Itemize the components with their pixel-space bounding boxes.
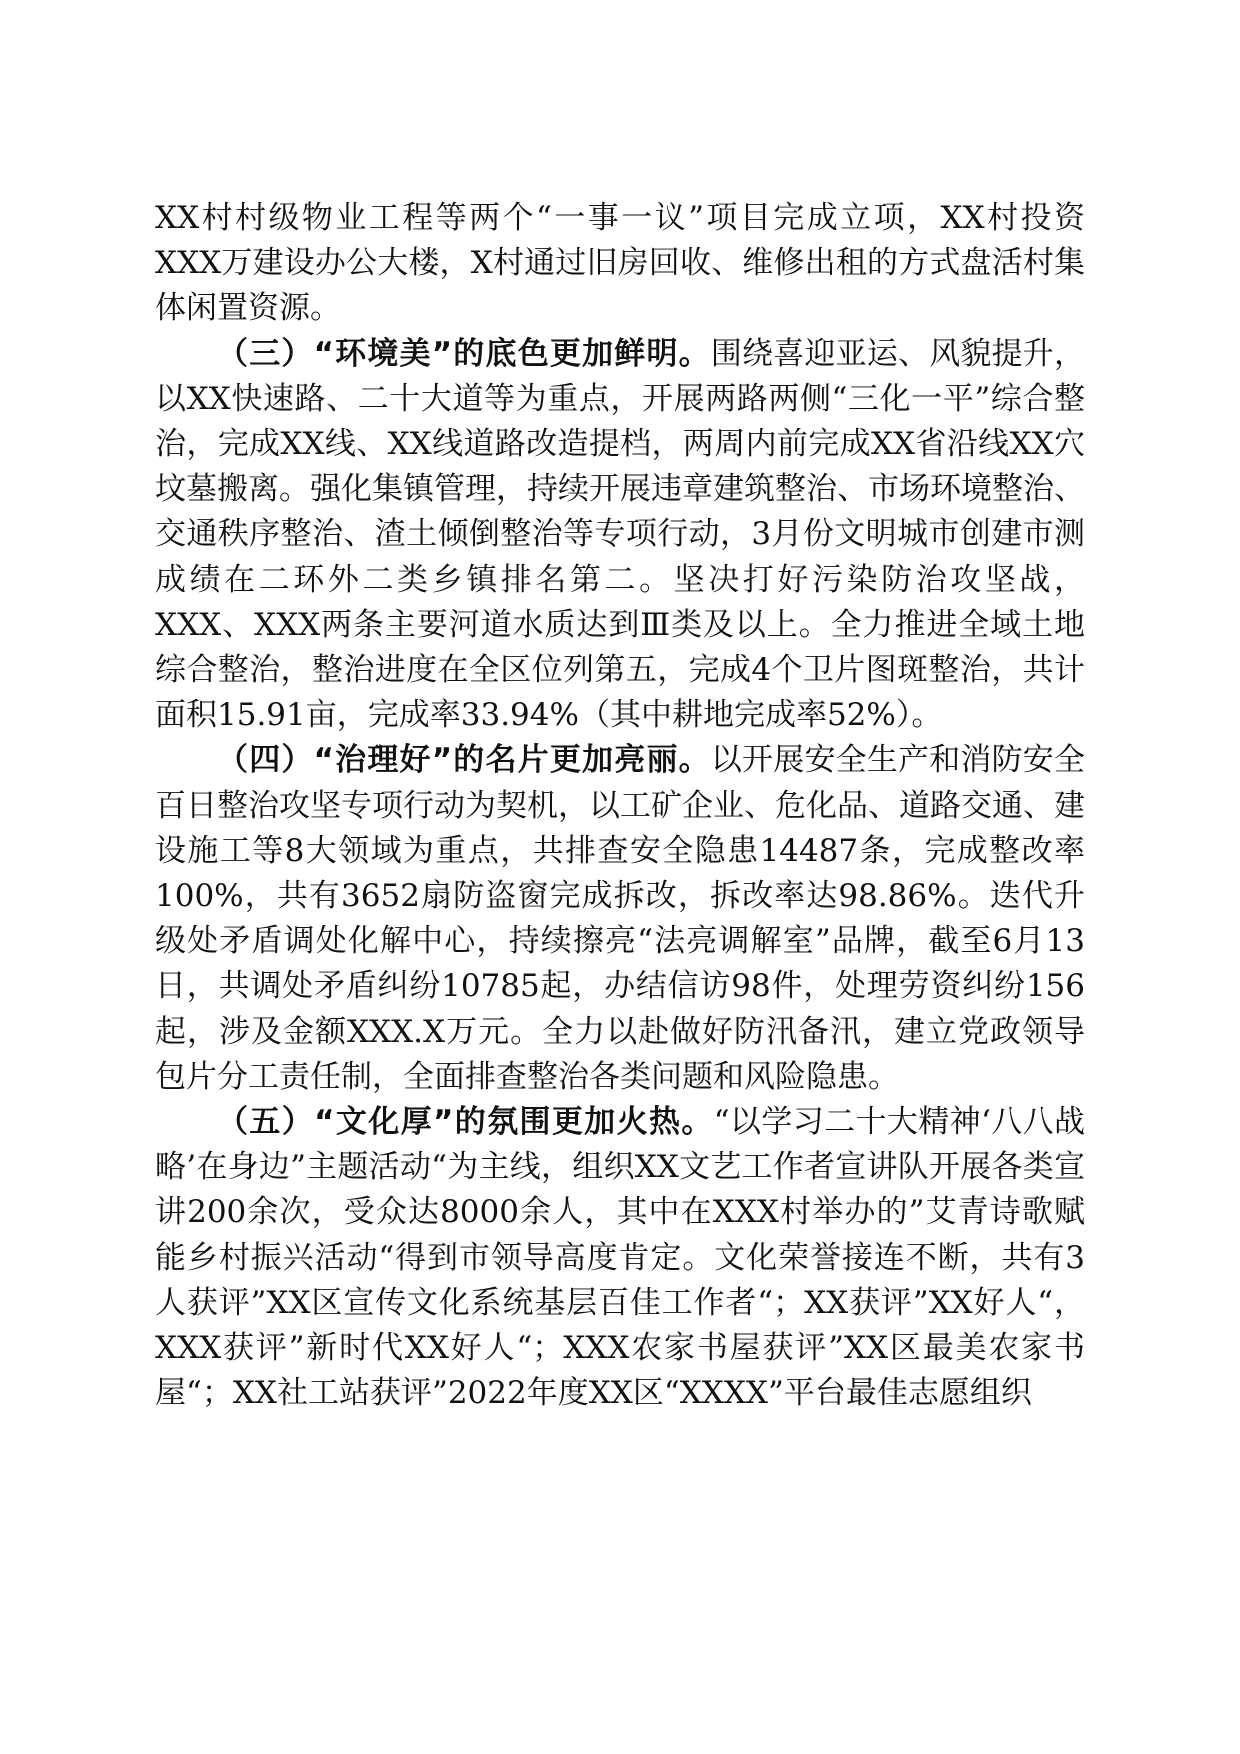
paragraph-body: 围绕喜迎亚运、风貌提升，以XX快速路、二十大道等为重点，开展两路两侧“三化一平”综合整治，完成XX线、XX线道路改造提档，两周内前完成XX省沿线XX穴坟墓搬离。强化集镇管理，持续开展违章建筑整治、市场环境整治、交通秩序整治、渣土倾倒整治等专项行动，3月份文明城市创建市测成绩在二环外二类乡镇排名第二。坚决打好污染防治攻坚战，XXX、XXX两条主要河道水质达到Ⅲ类及以上。全力推进全域土地综合整治，整治进度在全区位列第五，完成4个卫片图斑整治，共计面积15.91亩，完成率33.94%（其中耕地完成率52%）。	[155, 335, 1085, 734]
paragraph-governance	[155, 738, 1085, 1100]
section-heading-3: （三）“环境美”的底色更加鲜明。	[217, 335, 711, 372]
paragraph-body: “以学习二十大精神‘八八战略’在身边”主题活动“为主线，组织XX文艺工作者宣讲队开展各类宣讲200余次，受众达8000余人，其中在XXX村举办的”艾青诗歌赋能乡村振兴活动“得到市领导高度肯定。文化荣誉接连不断，共有3人获评”XX区宣传文化系统基层百佳工作者“；XX获评”XX好人“，XXX获评”新时代XX好人“；XXX农家书屋获评”XX区最美农家书屋“；XX社工站获评”2022年度XX区“XXXX”平台最佳志愿组织	[155, 1104, 1086, 1412]
paragraph-body: XX村村级物业工程等两个“一事一议”项目完成立项，XX村投资XXX万建设办公大楼，X村通过旧房回收、维修出租的方式盘活村集体闲置资源。	[155, 200, 1085, 327]
section-heading-5: （五）“文化厚”的氛围更加火热。	[217, 1104, 714, 1141]
document-page	[155, 196, 1085, 1416]
paragraph-environment	[155, 332, 1085, 739]
section-heading-4: （四）“治理好”的名片更加亮丽。	[217, 742, 711, 779]
paragraph-body: 以开展安全生产和消防安全百日整治攻坚专项行动为契机，以工矿企业、危化品、道路交通、建设施工等8大领域为重点，共排查安全隐患14487条，完成整改率100%，共有3652扇防盗窗完成拆改，拆改率达98.86%。迭代升级处矛盾调处化解中心，持续擦亮“法亮调解室”品牌，截至6月13日，共调处矛盾纠纷10785起，办结信访98件，处理劳资纠纷156起，涉及金额XXX.X万元。全力以赴做好防汛备汛，建立党政领导包片分工责任制，全面排查整治各类问题和风险隐患。	[155, 742, 1085, 1095]
paragraph-culture	[155, 1100, 1085, 1416]
paragraph-continued	[155, 196, 1085, 332]
